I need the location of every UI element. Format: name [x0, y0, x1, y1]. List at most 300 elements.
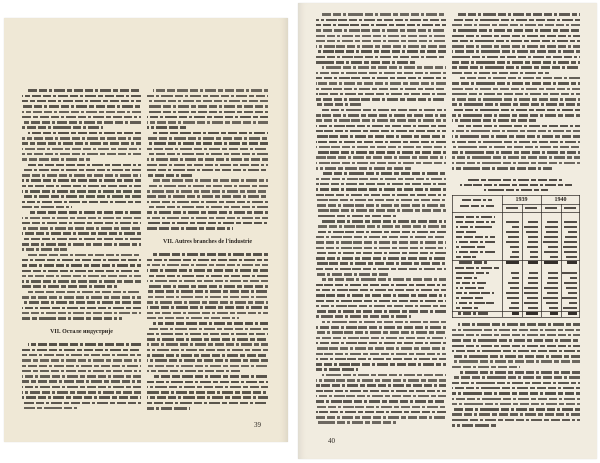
- text-line: [147, 126, 186, 129]
- text-line: [147, 402, 268, 405]
- table-row-label: [456, 221, 495, 223]
- text-line: [147, 201, 268, 204]
- table-rule: [452, 317, 580, 318]
- text-line: [316, 56, 446, 59]
- text-line: [316, 262, 446, 265]
- text-line: [322, 278, 446, 281]
- text-line: [452, 119, 536, 122]
- table-total-value: [550, 312, 558, 314]
- table-cell-value: [512, 277, 519, 279]
- text-line: [316, 146, 446, 149]
- table-cell-value: [547, 221, 558, 223]
- text-line: [153, 132, 268, 135]
- table-row-label: [456, 292, 494, 294]
- text-line: [316, 82, 446, 85]
- text-line: [147, 269, 268, 272]
- text-line: [316, 353, 446, 356]
- text-line: [316, 209, 446, 212]
- table-cell-value: [510, 246, 519, 248]
- table-total-label: [458, 312, 488, 314]
- table-cell-value: [564, 251, 577, 253]
- text-line: [452, 350, 580, 353]
- text-line: [316, 315, 411, 318]
- table-row-label: [456, 297, 485, 299]
- text-line: [22, 275, 141, 278]
- text-line: [316, 273, 389, 276]
- text-line: [322, 66, 446, 69]
- text-line: [452, 151, 580, 154]
- text-line: [28, 254, 141, 257]
- table-cell-value: [543, 241, 558, 243]
- text-line: [458, 323, 580, 326]
- text-line: [452, 98, 580, 101]
- text-line: [458, 77, 580, 80]
- table-group-label: [455, 216, 495, 218]
- text-line: [452, 376, 580, 379]
- table-cell-value: [566, 256, 577, 258]
- table-rule: [502, 195, 503, 317]
- table-cell-value: [511, 302, 519, 304]
- table-cell-value: [549, 307, 558, 309]
- text-line: [28, 343, 141, 346]
- text-line: [147, 100, 268, 103]
- table-cell-value: [528, 282, 538, 284]
- text-line: [316, 363, 446, 366]
- table-cell-value: [544, 287, 558, 289]
- text-line: [22, 105, 141, 108]
- text-line: [22, 359, 141, 362]
- text-line: [452, 19, 580, 22]
- text-line: [147, 195, 268, 198]
- table-cell-value: [569, 302, 577, 304]
- text-line: [316, 35, 446, 38]
- left-page: [4, 18, 288, 442]
- text-line: [22, 121, 141, 124]
- text-line: [316, 215, 396, 218]
- text-line: [452, 387, 580, 390]
- text-line: [316, 252, 446, 255]
- table-cell-value: [544, 251, 558, 253]
- text-line: [22, 195, 141, 198]
- text-line: [316, 231, 446, 234]
- statistics-table: [452, 178, 580, 318]
- text-line: [452, 66, 580, 69]
- text-line: [22, 201, 141, 204]
- text-line: [147, 370, 240, 373]
- text-line: [316, 379, 446, 382]
- text-line: [452, 109, 580, 112]
- table-row-label: [456, 226, 492, 228]
- text-line: [147, 290, 268, 293]
- text-line: [22, 142, 141, 145]
- text-line: [316, 151, 446, 154]
- text-line: [322, 13, 446, 16]
- text-line: [22, 126, 103, 129]
- text-line: [316, 347, 446, 350]
- text-line: [452, 392, 580, 395]
- text-line: [28, 211, 141, 214]
- table-cell-value: [528, 221, 538, 223]
- text-line: [22, 301, 141, 304]
- table-cell-value: [509, 307, 519, 309]
- text-line: [147, 338, 268, 341]
- text-line: [22, 307, 141, 310]
- text-line: [316, 395, 446, 398]
- text-line: [316, 130, 446, 133]
- text-line: [22, 248, 67, 251]
- text-line: [452, 167, 552, 170]
- table-cell-value: [524, 292, 538, 294]
- text-line: [316, 368, 358, 371]
- text-line: [452, 408, 580, 411]
- text-line: [452, 114, 580, 117]
- text-line: [316, 390, 446, 393]
- table-cell-value: [563, 246, 577, 248]
- text-line: [452, 130, 580, 133]
- table-cell-value: [548, 272, 558, 274]
- text-line: [22, 206, 72, 209]
- text-line: [316, 178, 446, 181]
- text-line: [28, 164, 141, 167]
- page-number: 39: [254, 421, 261, 429]
- text-line: [452, 45, 580, 48]
- text-line: [147, 121, 268, 124]
- text-line: [316, 358, 446, 361]
- table-header-label-line: [460, 205, 494, 207]
- text-line: [316, 300, 446, 303]
- table-row-label: [456, 277, 477, 279]
- table-cell-value: [566, 287, 577, 289]
- text-line: [147, 153, 268, 156]
- table-row-label: [456, 231, 478, 233]
- text-line: [22, 111, 141, 114]
- table-header-label-line: [462, 199, 492, 201]
- table-rule: [502, 204, 580, 205]
- text-line: [147, 386, 268, 389]
- text-line: [452, 24, 580, 27]
- table-cell-value: [547, 282, 558, 284]
- text-line: [147, 333, 268, 336]
- table-cell-value: [568, 292, 577, 294]
- text-line: [316, 188, 446, 191]
- text-line: [316, 77, 446, 80]
- text-line: [22, 243, 141, 246]
- text-line: [452, 345, 580, 348]
- text-line: [316, 61, 417, 64]
- text-line: [316, 411, 446, 414]
- text-line: [22, 280, 141, 283]
- table-row-label: [456, 282, 486, 284]
- text-line: [316, 337, 446, 340]
- text-line: [147, 306, 268, 309]
- table-cell-value: [528, 307, 538, 309]
- text-line: [452, 419, 580, 422]
- text-line: [22, 179, 141, 182]
- text-line: [316, 310, 446, 313]
- text-line: [22, 227, 141, 230]
- table-total-value: [528, 261, 538, 263]
- text-line: [316, 289, 446, 292]
- text-line: [22, 365, 141, 368]
- text-line: [147, 158, 268, 161]
- text-line: [452, 72, 549, 75]
- text-line: [452, 413, 580, 416]
- text-line: [147, 142, 268, 145]
- table-cell-value: [511, 272, 519, 274]
- text-line: [22, 232, 141, 235]
- text-line: [316, 103, 362, 106]
- table-cell-value: [524, 287, 538, 289]
- table-cell-value: [546, 302, 558, 304]
- text-line: [22, 370, 141, 373]
- table-rule: [452, 212, 580, 213]
- table-row-label: [456, 251, 495, 253]
- table-cell-value: [530, 256, 538, 258]
- table-cell-value: [545, 226, 558, 228]
- text-line: [22, 349, 141, 352]
- text-line: [147, 190, 268, 193]
- text-line: [452, 61, 580, 64]
- text-line: [452, 103, 580, 106]
- text-line: [22, 100, 141, 103]
- text-line: [452, 50, 580, 53]
- text-line: [458, 371, 580, 374]
- text-line: [316, 19, 446, 22]
- text-line: [452, 35, 580, 38]
- table-cell-value: [528, 236, 538, 238]
- text-line: [22, 375, 141, 378]
- text-line: [22, 391, 141, 394]
- text-line: [316, 247, 446, 250]
- table-cell-value: [512, 226, 519, 228]
- text-line: [147, 285, 268, 288]
- table-row-label: [456, 256, 476, 258]
- text-line: [22, 137, 141, 140]
- table-cell-value: [510, 287, 519, 289]
- text-line: [322, 172, 446, 175]
- text-line: [316, 331, 446, 334]
- table-subheader: [506, 207, 518, 209]
- text-line: [316, 194, 446, 197]
- table-cell-value: [506, 241, 519, 243]
- text-line: [452, 382, 580, 385]
- text-line: [322, 374, 446, 377]
- table-cell-value: [529, 272, 538, 274]
- text-line: [147, 407, 190, 410]
- table-cell-value: [527, 246, 538, 248]
- text-line: [22, 222, 141, 225]
- table-cell-value: [547, 292, 558, 294]
- table-rule: [452, 195, 453, 318]
- text-line: [322, 109, 446, 112]
- text-line: [316, 72, 446, 75]
- text-line: [316, 135, 446, 138]
- text-line: [452, 403, 580, 406]
- text-line: [147, 111, 268, 114]
- table-group-label: [455, 267, 500, 269]
- table-cell-value: [548, 246, 558, 248]
- text-line: [22, 217, 141, 220]
- table-total-label: [458, 261, 488, 263]
- text-line: [153, 89, 268, 92]
- table-cell-value: [564, 221, 577, 223]
- table-cell-value: [507, 297, 519, 299]
- table-cell-value: [524, 302, 538, 304]
- text-line: [147, 365, 268, 368]
- text-line: [147, 391, 268, 394]
- text-line: [316, 125, 446, 128]
- table-row-label: [456, 241, 495, 243]
- table-cell-value: [565, 236, 577, 238]
- table-cell-value: [526, 231, 538, 233]
- text-line: [316, 183, 446, 186]
- text-line: [153, 375, 268, 378]
- text-line: [147, 116, 268, 119]
- table-cell-value: [512, 251, 519, 253]
- text-line: [22, 264, 141, 267]
- table-cell-value: [548, 277, 558, 279]
- table-cell-value: [506, 221, 519, 223]
- text-line: [147, 174, 193, 177]
- text-line: [22, 169, 141, 172]
- table-cell-value: [528, 241, 538, 243]
- text-line: [147, 185, 268, 188]
- text-line: [22, 317, 122, 320]
- text-line: [147, 259, 268, 262]
- text-line: [153, 179, 268, 182]
- text-line: [22, 407, 77, 410]
- text-line: [452, 355, 580, 358]
- table-rule: [579, 195, 580, 318]
- table-cell-value: [528, 277, 538, 279]
- text-line: [147, 312, 268, 315]
- text-line: [316, 24, 446, 27]
- text-line: [316, 88, 446, 91]
- text-line: [147, 275, 268, 278]
- text-line: [147, 206, 268, 209]
- text-line: [316, 342, 446, 345]
- table-row-label: [456, 246, 487, 248]
- text-line: [28, 291, 141, 294]
- text-line: [22, 380, 141, 383]
- table-cell-value: [568, 231, 577, 233]
- text-line: [316, 294, 446, 297]
- table-caption-line: [468, 179, 564, 181]
- text-line: [316, 40, 446, 43]
- text-line: [452, 135, 580, 138]
- text-line: [22, 190, 141, 193]
- table-subheader: [545, 207, 557, 209]
- text-line: [22, 259, 141, 262]
- text-line: [153, 322, 268, 325]
- text-line: [316, 114, 446, 117]
- text-line: [22, 296, 141, 299]
- text-line: [316, 199, 446, 202]
- text-line: [316, 326, 446, 329]
- text-line: [452, 398, 580, 401]
- table-cell-value: [510, 256, 519, 258]
- text-line: [316, 156, 446, 159]
- text-line: [452, 88, 580, 91]
- text-line: [316, 416, 446, 419]
- table-cell-value: [543, 297, 558, 299]
- table-subheader: [564, 207, 576, 209]
- text-line: [452, 56, 580, 59]
- text-line: [458, 125, 580, 128]
- text-line: [22, 354, 141, 357]
- table-cell-value: [562, 272, 577, 274]
- table-cell-value: [527, 297, 538, 299]
- text-line: [452, 366, 520, 369]
- text-line: [316, 141, 446, 144]
- text-line: [452, 360, 580, 363]
- text-line: [452, 329, 580, 332]
- table-total-value: [567, 261, 577, 263]
- table-cell-value: [550, 256, 558, 258]
- text-line: [22, 185, 141, 188]
- text-line: [452, 141, 580, 144]
- table-cell-value: [508, 236, 519, 238]
- page-number: 40: [328, 437, 335, 445]
- text-line: [22, 95, 141, 98]
- text-line: [22, 153, 141, 156]
- table-row-label: [456, 236, 495, 238]
- text-line: [147, 95, 268, 98]
- table-cell-value: [524, 226, 538, 228]
- table-cell-value: [544, 236, 558, 238]
- text-line: [452, 29, 580, 32]
- table-cell-value: [562, 297, 577, 299]
- text-line: [147, 148, 268, 151]
- text-line: [147, 264, 268, 267]
- text-line: [22, 158, 90, 161]
- text-line: [316, 241, 446, 244]
- text-line: [22, 148, 141, 151]
- text-line: [22, 386, 141, 389]
- text-line: [147, 301, 268, 304]
- text-line: [147, 343, 268, 346]
- table-header-year-first: 1939: [515, 196, 528, 203]
- text-line: [147, 359, 268, 362]
- table-total-value: [544, 261, 558, 263]
- text-line: [153, 253, 268, 256]
- table-cell-value: [508, 282, 519, 284]
- table-caption-line: [484, 189, 548, 191]
- text-line: [316, 406, 446, 409]
- text-line: [147, 137, 268, 140]
- table-row-label: [456, 302, 494, 304]
- table-row-label: [456, 307, 478, 309]
- text-line: [316, 167, 411, 170]
- text-line: [22, 285, 117, 288]
- table-row-label: [456, 287, 484, 289]
- text-line: [147, 280, 268, 283]
- text-line: [28, 132, 141, 135]
- text-line: [22, 238, 141, 241]
- table-total-value: [506, 261, 519, 263]
- text-line: [22, 312, 141, 315]
- table-total-value: [526, 312, 538, 314]
- text-line: [316, 421, 396, 424]
- text-line: [22, 402, 141, 405]
- table-header-year-second: 1940: [554, 196, 567, 203]
- text-line: [316, 162, 446, 165]
- text-line: [452, 156, 580, 159]
- table-total-value: [512, 312, 519, 314]
- table-cell-value: [564, 226, 577, 228]
- text-line: [147, 211, 268, 214]
- text-line: [147, 296, 268, 299]
